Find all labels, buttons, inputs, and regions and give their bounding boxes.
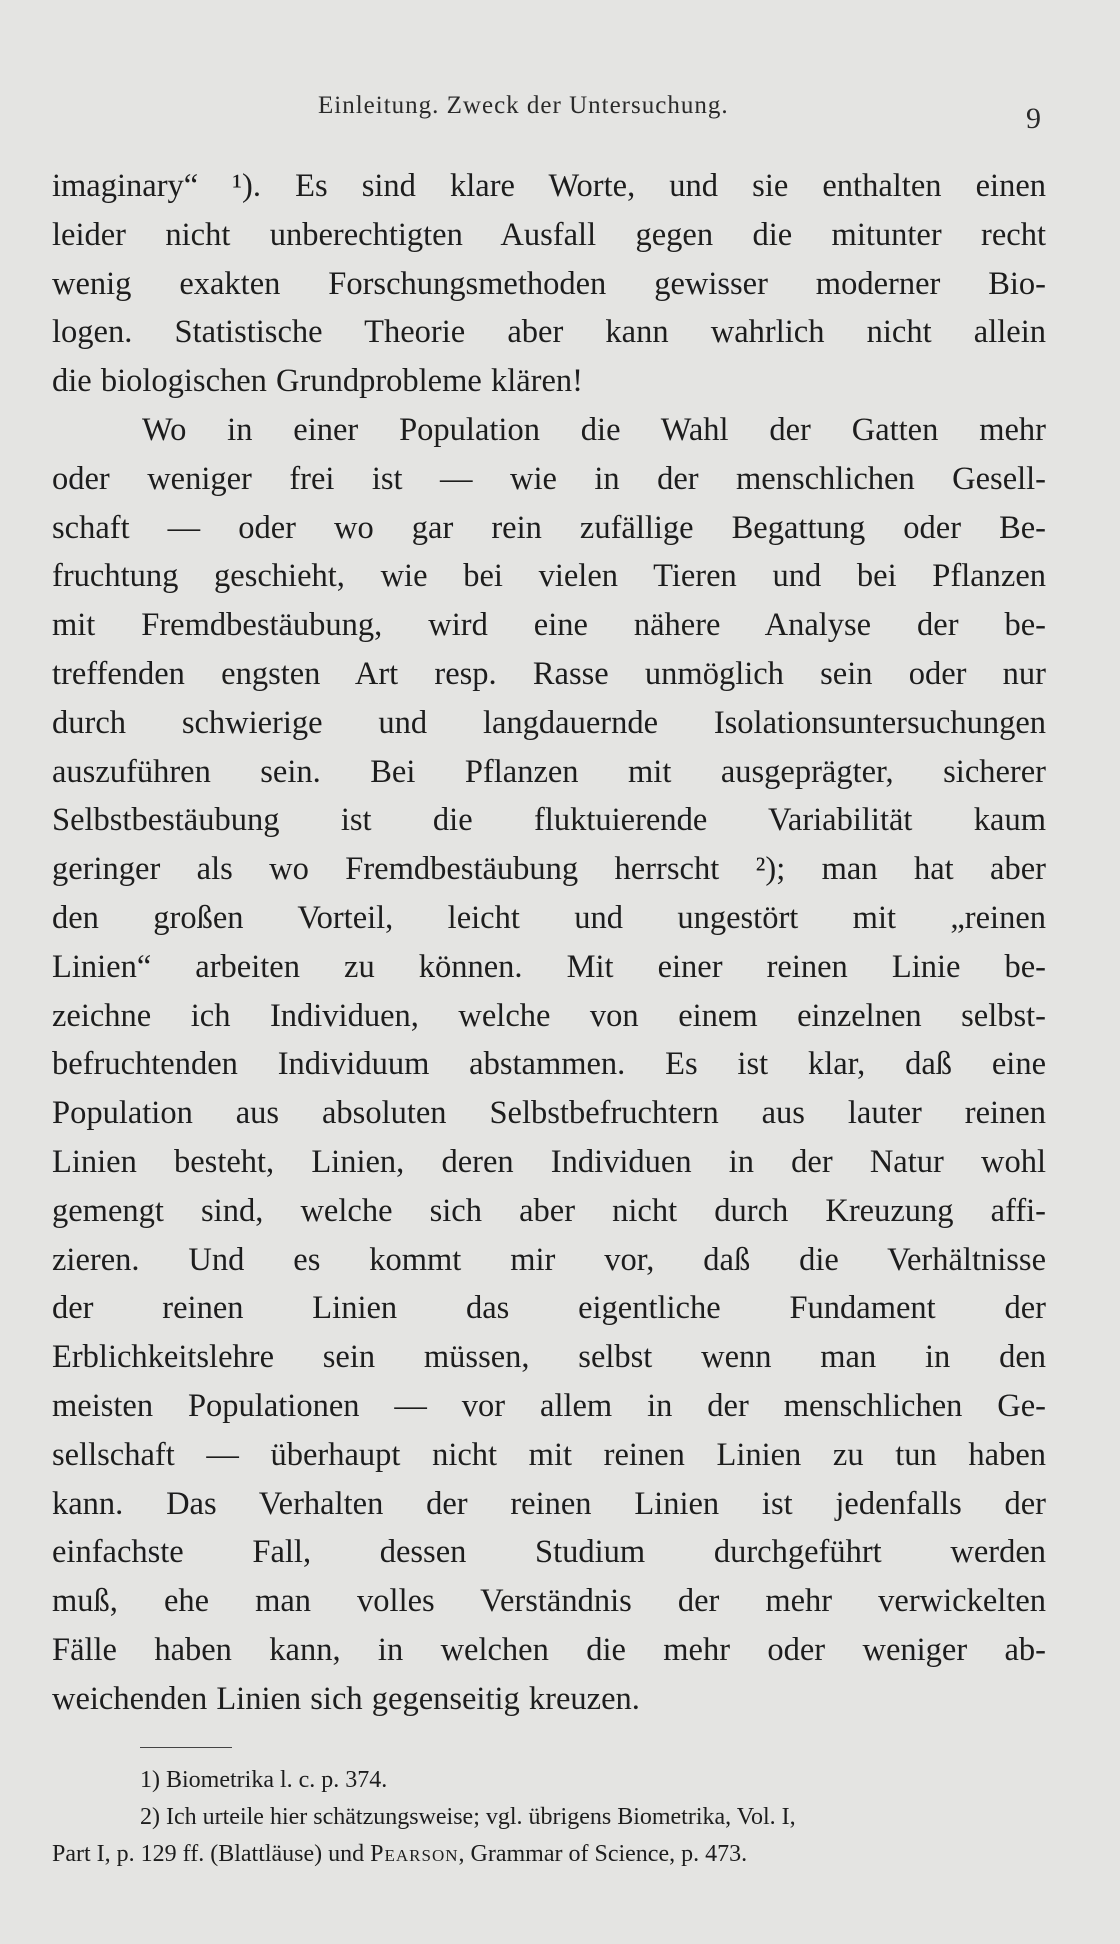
text-line: leider nicht unberechtigten Ausfall gegen die mitunter recht	[52, 216, 1046, 253]
text-line: oder weniger frei ist — wie in der menschlichen Gesell-	[52, 460, 1046, 497]
text-line: sellschaft — überhaupt nicht mit reinen Linien zu tun haben	[52, 1436, 1046, 1473]
footnote-2-text-post: , Grammar of Science, p. 473.	[458, 1841, 748, 1867]
running-head: Einleitung. Zweck der Untersuchung.	[318, 92, 729, 119]
text-line: befruchtenden Individuum abstammen. Es ist klar, daß eine	[52, 1046, 1046, 1083]
text-line: logen. Statistische Theorie aber kann wahrlich nicht allein	[52, 314, 1046, 351]
text-line: mit Fremdbestäubung, wird eine nähere Analyse der be-	[52, 607, 1046, 644]
text-line: zeichne ich Individuen, welche von einem einzelnen selbst-	[52, 997, 1046, 1034]
text-line: gemengt sind, welche sich aber nicht durch Kreuzung affi-	[52, 1192, 1046, 1229]
page-number: 9	[1026, 102, 1041, 135]
text-line: der reinen Linien das eigentliche Fundament der	[52, 1290, 1046, 1327]
text-line: einfachste Fall, dessen Studium durchgeführt werden	[52, 1534, 1046, 1571]
text-line: auszuführen sein. Bei Pflanzen mit ausgeprägter, sicherer	[52, 753, 1046, 790]
text-line: treffenden engsten Art resp. Rasse unmöglich sein oder nur	[52, 655, 1046, 692]
footnote-2-line-1: 2) Ich urteile hier schätzungsweise; vgl. übrigens Biometrika, Vol. I,	[140, 1804, 796, 1830]
text-line: Linien“ arbeiten zu können. Mit einer reinen Linie be-	[52, 948, 1046, 985]
footnotes	[52, 1762, 1042, 1873]
footnote-1: 1) Biometrika l. c. p. 374.	[140, 1767, 388, 1793]
text-line: wenig exakten Forschungsmethoden gewisser moderner Bio-	[52, 265, 1046, 302]
text-line: Linien besteht, Linien, deren Individuen in der Natur wohl	[52, 1143, 1046, 1180]
text-line: Fälle haben kann, in welchen die mehr oder weniger ab-	[52, 1631, 1046, 1668]
footnote-2-line-2	[52, 1836, 1042, 1873]
text-line: muß, ehe man volles Verständnis der mehr verwickelten	[52, 1583, 1046, 1620]
page-header	[0, 92, 1120, 135]
text-line: durch schwierige und langdauernde Isolationsuntersuchungen	[52, 704, 1046, 741]
text-line: Selbstbestäubung ist die fluktuierende Variabilität kaum	[52, 802, 1046, 839]
text-line: Wo in einer Population die Wahl der Gatten mehr	[142, 411, 1046, 448]
text-line: weichenden Linien sich gegenseitig kreuzen.	[52, 1680, 640, 1717]
text-line: fruchtung geschieht, wie bei vielen Tieren und bei Pflanzen	[52, 558, 1046, 595]
text-line: Population aus absoluten Selbstbefruchtern aus lauter reinen	[52, 1095, 1046, 1132]
text-line: meisten Populationen — vor allem in der menschlichen Ge-	[52, 1387, 1046, 1424]
text-line: schaft — oder wo gar rein zufällige Begattung oder Be-	[52, 509, 1046, 546]
text-line: zieren. Und es kommt mir vor, daß die Verhältnisse	[52, 1241, 1046, 1278]
text-line: die biologischen Grundprobleme klären!	[52, 363, 583, 400]
text-line: imaginary“ ¹). Es sind klare Worte, und sie enthalten einen	[52, 168, 1046, 204]
text-line: Erblichkeitslehre sein müssen, selbst wenn man in den	[52, 1339, 1046, 1376]
footnote-2-text-pre: Part I, p. 129 ff. (Blattläuse) und	[52, 1841, 371, 1867]
footnote-2-author: Pearson	[370, 1841, 459, 1867]
text-line: kann. Das Verhalten der reinen Linien ist jedenfalls der	[52, 1485, 1046, 1522]
text-line: den großen Vorteil, leicht und ungestört mit „reinen	[52, 899, 1046, 936]
body-text	[52, 162, 1046, 1724]
footnote-divider	[140, 1747, 232, 1748]
text-line: geringer als wo Fremdbestäubung herrscht ²); man hat aber	[52, 851, 1046, 888]
